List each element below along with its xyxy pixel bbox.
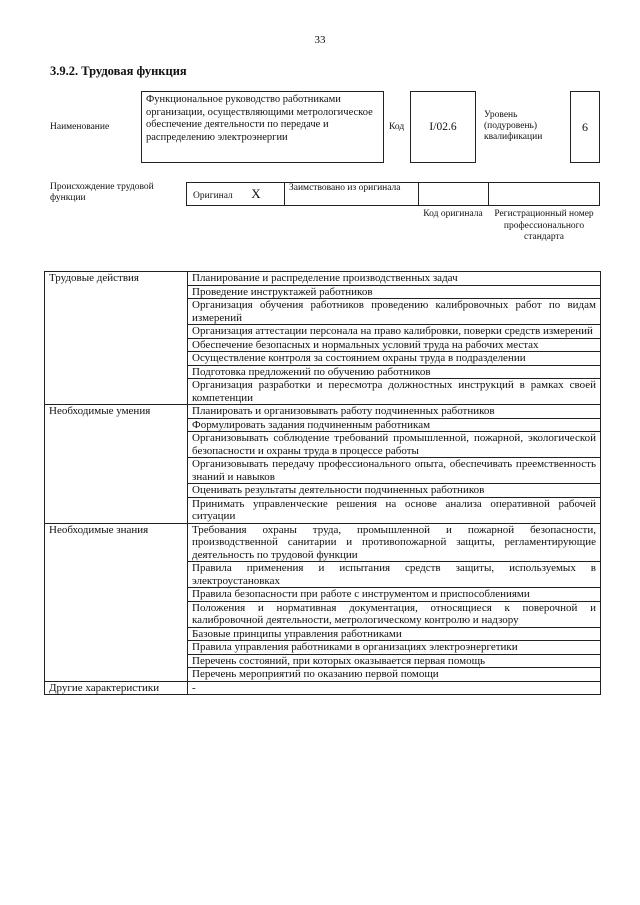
category-cell: Другие характеристики bbox=[45, 681, 188, 695]
item-cell: Правила управления работниками в организациях электроэнергетики bbox=[188, 641, 601, 655]
code-caption: Код оригинала bbox=[423, 209, 483, 219]
item-cell: Организация аттестации персонала на право калибровки, поверки средств измерений bbox=[188, 325, 601, 339]
item-cell: Подготовка предложений по обучению работников bbox=[188, 365, 601, 379]
item-cell: Организация разработки и пересмотра должностных инструкций в рамках своей компетенции bbox=[188, 379, 601, 405]
table-row bbox=[45, 523, 601, 562]
item-cell: Планирование и распределение производственных задач bbox=[188, 272, 601, 286]
category-cell: Необходимые умения bbox=[45, 405, 188, 524]
borrowed-label: Заимствовано из оригинала bbox=[289, 183, 401, 193]
origin-label: Происхождение трудовой функции bbox=[50, 182, 154, 203]
table-row bbox=[45, 272, 601, 286]
original-mark: X bbox=[251, 186, 261, 201]
item-cell: Перечень мероприятий по оказанию первой помощи bbox=[188, 668, 601, 682]
item-cell: Правила безопасности при работе с инструментом и приспособлениями bbox=[188, 588, 601, 602]
section-title: 3.9.2. Трудовая функция bbox=[50, 64, 187, 78]
function-name-box bbox=[141, 91, 384, 163]
item-cell: Правила применения и испытания средств защиты, используемых в электроустановках bbox=[188, 562, 601, 588]
reg-caption: Регистрационный номер профессионального стандарта bbox=[494, 209, 594, 242]
function-name: Функциональное руководство работниками организации, осуществляющими метрологическое обеспечение деятельности по передаче и распределению электроэнергии bbox=[146, 94, 373, 143]
level-value-box bbox=[570, 91, 600, 163]
name-label: Наименование bbox=[50, 122, 110, 132]
item-cell: Организовывать передачу профессионального опыта, обеспечивать преемственность знаний и навыков bbox=[188, 458, 601, 484]
item-cell: Проведение инструктажей работников bbox=[188, 285, 601, 299]
item-cell: Планировать и организовывать работу подчиненных работников bbox=[188, 405, 601, 419]
item-cell: Положения и нормативная документация, относящиеся к поверочной и калибровочной деятельности, метрологическому контролю и надзору bbox=[188, 601, 601, 627]
labor-function-table bbox=[44, 271, 601, 695]
origin-borrowed-cell bbox=[285, 183, 419, 205]
item-cell: Осуществление контроля за состоянием охраны труда в подразделении bbox=[188, 352, 601, 366]
item-cell: Организовывать соблюдение требований промышленной, пожарной, экологической безопасности и охраны труда в процессе работы bbox=[188, 432, 601, 458]
origin-table bbox=[186, 182, 600, 206]
category-cell: Трудовые действия bbox=[45, 272, 188, 405]
item-cell: Принимать управленческие решения на основе анализа оперативной рабочей ситуации bbox=[188, 497, 601, 523]
origin-original-cell bbox=[187, 183, 285, 205]
item-cell: Оценивать результаты деятельности подчиненных работников bbox=[188, 484, 601, 498]
item-cell: - bbox=[188, 681, 601, 695]
original-label: Оригинал bbox=[193, 191, 233, 201]
level-label: Уровень (подуровень) квалификации bbox=[484, 110, 543, 142]
item-cell: Требования охраны труда, промышленной и пожарной безопасности, производственной санитарии и противопожарной защиты, регламентирующие деятельность по трудовой функции bbox=[188, 523, 601, 562]
item-cell: Базовые принципы управления работниками bbox=[188, 627, 601, 641]
origin-code-cell bbox=[419, 183, 489, 205]
table-row bbox=[45, 405, 601, 419]
origin-reg-cell bbox=[489, 183, 599, 205]
item-cell: Обеспечение безопасных и нормальных условий труда на рабочих местах bbox=[188, 338, 601, 352]
code-value: I/02.6 bbox=[429, 121, 457, 133]
code-label: Код bbox=[389, 122, 405, 132]
level-value: 6 bbox=[582, 119, 588, 134]
page-number: 33 bbox=[314, 34, 326, 46]
item-cell: Перечень состояний, при которых оказывается первая помощь bbox=[188, 654, 601, 668]
category-cell: Необходимые знания bbox=[45, 523, 188, 681]
table-row bbox=[45, 681, 601, 695]
code-value-box bbox=[410, 91, 476, 163]
item-cell: Организация обучения работников проведению калибровочных работ по видам измерений bbox=[188, 299, 601, 325]
item-cell: Формулировать задания подчиненным работникам bbox=[188, 418, 601, 432]
